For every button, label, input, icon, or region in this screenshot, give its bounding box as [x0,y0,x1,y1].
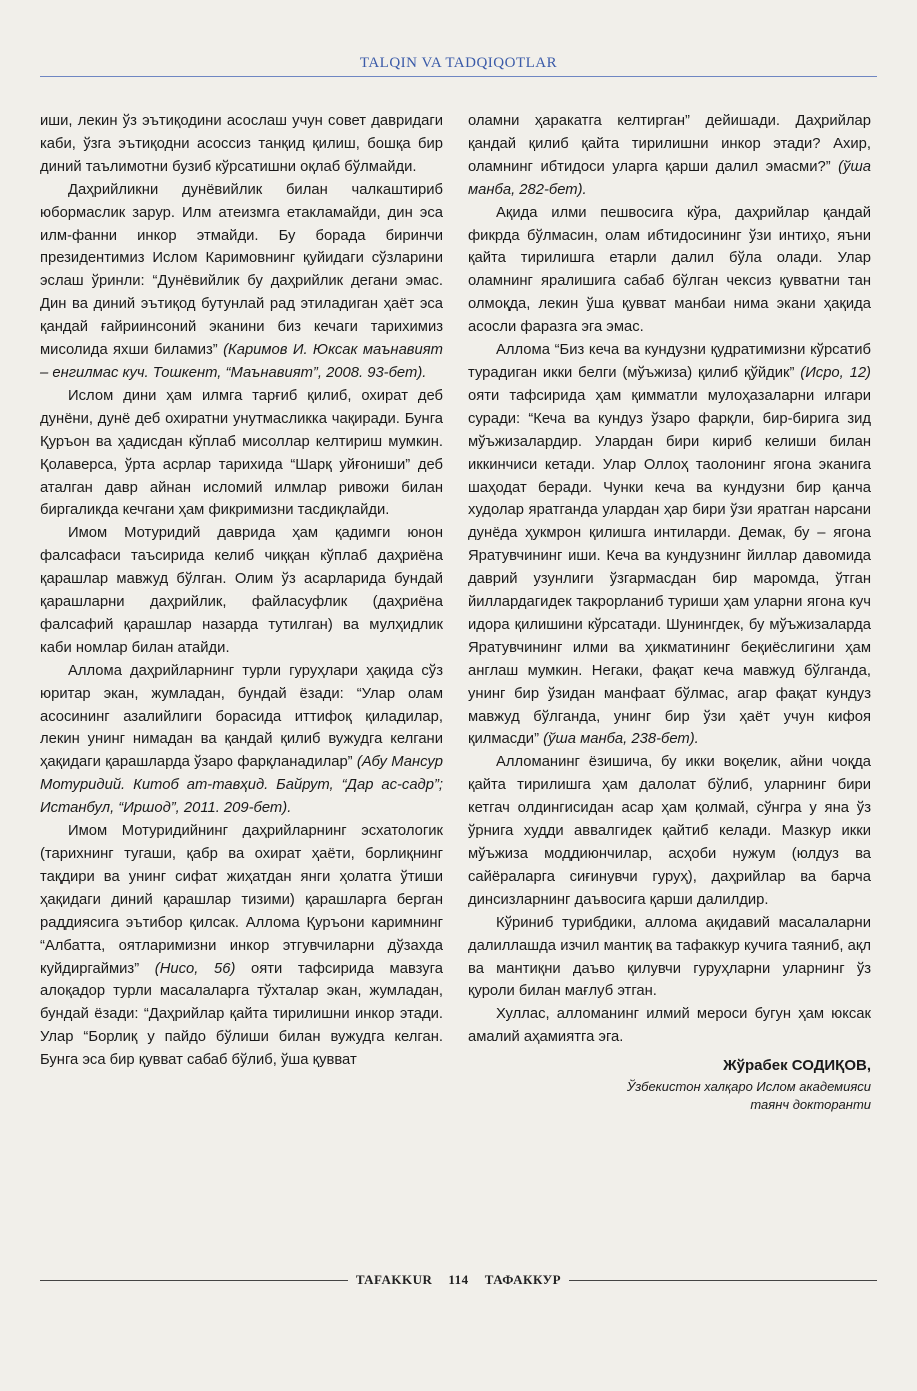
paragraph: Ақида илми пешвосига кўра, даҳрийлар қандай фикрда бўлмасин, олам ибтидосининг ўзи интиҳо, яъни қайта тирилишга етарли далил бўла олади. Улар оламнинг яралишига сабаб бўлган чексиз қувватни тан олмоқда, лекин ўша қувват манбаи нима экани ҳақида асосли фаразга эга эмас. [468,204,871,336]
paragraph-text: Имом Мотуридийнинг даҳрийларнинг эсхатологик (тарихнинг тугаши, қабр ва охират ҳаёти, борлиқнинг тақдири ва унинг сифат жиҳатдан янги ҳолатга ўтиши ҳақидаги диний қарашлар тизими) қарашларга берган раддиясига эътибор қилсак. Аллома Қуръони каримнинг “Албатта, оятларимизни инкор этгувчиларни дўзахда куйдиргаймиз” [40,823,443,977]
footer-journal-cyrillic: ТАФАККУР [484,1272,562,1287]
footer-rule-right [569,1280,877,1281]
footer-rule-left [40,1280,348,1281]
paragraph: Ислом дини ҳам илмга тарғиб қилиб, охират деб дунёни, дунё деб охиратни унутмасликка чақиради. Бунга Қуръон ва ҳадисдан кўплаб мисоллар келтириш мумкин. Қолаверса, ўрта асрлар тарихида “Шарқ уйғониши” деб аталган давр айнан исломий илмлар ривожи билан биргаликда кечгани ҳам фикримизни тасдиқлайди. [40,387,443,519]
paragraph-text: ояти тафсирида мавзуга алоқадор турли масалаларга тўхталар экан, жумладан, бундай ёзади: “Даҳрийлар қайта тирилишни инкор этади. Улар “Борлиқ у пайдо бўлиши билан вужудга келган. Бунга эса бир қувват сабаб бўлиб, ўша қувват [40,960,443,1069]
citation: (Нисо, 56) [154,960,236,977]
paragraph [40,179,443,385]
paragraph-text: Аллома даҳрийларнинг турли гуруҳлари ҳақида сўз юритар экан, жумладан, бундай ёзади: “Улар олам асосининг азалийлиги борасида иттифоқ қиладилар, лекин унинг нимадан ва қандай қилиб вужудга келгани ҳақидаги қарашларда ўзаро фарқланадилар” [40,662,443,771]
paragraph: Кўриниб турибдики, аллома ақидавий масалаларни далиллашда изчил мантиқ ва тафаккур кучига таяниб, ақл ва мантиқни даъво қилувчи гуруҳларни уларнинг ўз қуроли билан мағлуб этган. [468,914,871,1000]
author-name: Жўрабек СОДИҚОВ, [723,1057,871,1075]
author-signature [468,1055,871,1114]
paragraph [40,660,443,820]
paragraph: Алломанинг ёзишича, бу икки воқелик, айни чоқда қайта тирилишга ҳам далолат бўлиб, уларнинг бири кетгач олдингисидан асар ҳам қолмай, сўнгра у яна ўз ўрнига худди аввалгидек қайтиб келади. Мазкур икки мўъжиза моддиюнчилар, асҳоби нужум (юлдуз ва сайёраларга сиғинувчи гуруҳ), даҳрийлар ва барча динсизларнинг даъвосига қарши далилдир. [468,754,871,908]
author-position: таянч докторанти [750,1097,871,1113]
paragraph [468,110,871,202]
paragraph-text: Даҳрийликни дунёвийлик билан чалкаштириб юбормаслик зарур. Илм атеизмга етакламайди, дин эса илм-фанни инкор этмайди. Бу борада биринчи президентимиз Ислом Каримовнинг қуйидаги сўзларини эслаш ўринли: “Дунёвийлик бу даҳрийлик дегани эмас. Дин ва диний эътиқод бутунлай рад этиладиган ҳаёт эса қандай ғайриинсоний эканини биз кечаги тарихимиз мисолида яхши биламиз” [40,181,443,359]
paragraph [468,339,871,751]
right-column [468,110,871,1114]
paragraph: Хуллас, алломанинг илмий мероси бугун ҳам юксак амалий аҳамиятга эга. [468,1006,871,1046]
paragraph: Имом Мотуридий даврида ҳам қадимги юнон фалсафаси таъсирида келиб чиққан кўплаб даҳриёна қарашлар мавжуд бўлган. Олим ўз асарларида бундай қарашларни даҳрийлик, файласуфлик (даҳриёна фалсафий қарашлар назарда тутилган) ва мулҳидлик каби номлар билан атайди. [40,525,443,656]
paragraph-text: ояти тафсирида ҳам қимматли мулоҳазаларни илгари суради: “Кеча ва кундуз ўзаро фарқли, бир-бирига зид мўъжизалардир. Улардан бири кириб келиши билан иккинчиси кетади. Улар Оллоҳ таолонинг ягона эканига шаҳодат беради. Чунки кеча ва кундузни бир қанча худолар яратганда улардан ҳар бири ўзи яратган нарсани дунёда ҳукмрон қилишга интиларди. Демак, бу – ягона Яратувчининг иши. Кеча ва кундузнинг йиллар давомида даврий узунлиги ўзгармасдан бир маромда, ўтган йиллардагидек такрорланиб туриши ҳам уларни ягона куч идора қилишини кўрсатади. Шунингдек, бу мўъжизаларда Яратувчининг илми ва ҳикматининг беқиёслигини ҳам англаш мумкин. Негаки, фақат кеча мавжуд бўлганда, унинг бир ўзидан манфаат бўлмас, агар фақат кундуз мавжуд бўлганда, унинг бир ўзи ҳаёт учун кифоя қилмасди” [468,387,871,748]
footer-journal-latin: TAFAKKUR [355,1272,433,1287]
paragraph-text: Аллома “Биз кеча ва кундузни қудратимизни кўрсатиб турадиган икки белги (мўъжиза) қилиб қўйдик” [468,342,871,381]
running-header: TALQIN VA TADQIQOTLAR [359,55,558,71]
page-footer [40,1272,877,1288]
paragraph-text: оламни ҳаракатга келтирган” дейишади. Даҳрийлар қандай қилиб қайта тирилишни инкор этади? Ахир, оламнинг ибтидоси уларга қарши далил эмасми?” [468,113,871,175]
page-number: 114 [448,1272,469,1287]
citation: (ўша манба, 282-бет). [468,158,871,198]
citation: (Каримов И. Юксак маънавият – енгилмас куч. Тошкент, “Маънавият”, 2008. 93-бет). [40,342,443,381]
citation: (Исро, 12) [800,364,871,381]
paragraph: иши, лекин ўз эътиқодини асослаш учун совет давридаги каби, ўзга эътиқодни асоссиз танқид қилиш, бошқа бир диний таълимотни бузиб кўрсатишни оқлаб бўлмайди. [40,113,443,175]
header-rule [40,76,877,77]
citation: (Абу Мансур Мотуридий. Китоб ат-тавҳид. Байрут, “Дар ас-садр”; Истанбул, “Иршод”, 2011. 209-бет). [40,754,443,817]
paragraph [40,820,443,1072]
author-affiliation: Ўзбекистон халқаро Ислом академияси [626,1079,871,1095]
citation: (ўша манба, 238-бет). [543,731,699,748]
left-column [40,110,443,1072]
